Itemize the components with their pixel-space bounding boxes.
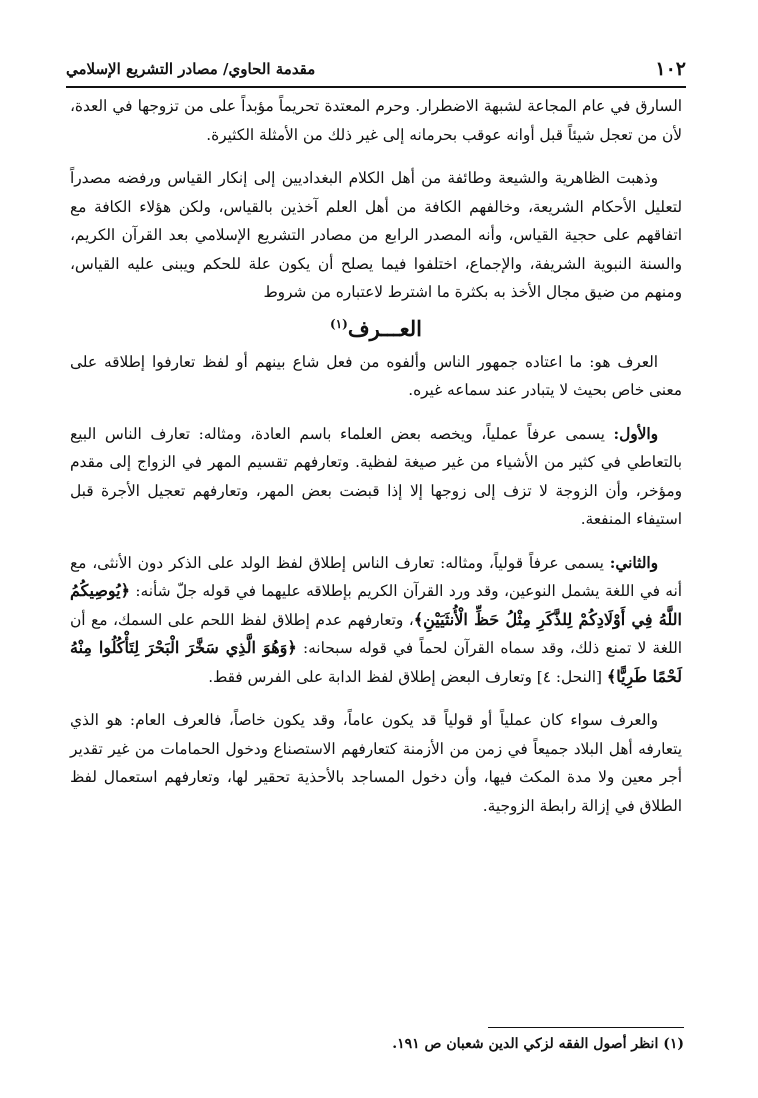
paragraph-verbal-urf [70,549,682,692]
practical-urf-text: يسمى عرفاً عملياً، ويخصه بعض العلماء باسم العادة، ومثاله: تعارف الناس البيع بالتعاطي في كثير من الأشياء من غير صيغة لفظية. وتعارفهم تقسيم المهر في الزواج إلى مقدم ومؤخر، وأن الزوجة لا تزف إلى زوجها إلا إذا قبضت بعض المهر، وتعارفهم تعجيل الأجرة قبل استيفاء المنفعة. [70,424,682,528]
lead-term-second: والثاني: [609,553,658,572]
page-body [70,92,682,820]
paragraph-qiyas-opinions: وذهبت الظاهرية والشيعة وطائفة من أهل الكلام البغداديين إلى إنكار القياس ورفضه مصدراً لتعليل الأحكام الشريعة، وخالفهم الكافة من أهل العلم آخذين بالقياس، ولكن هؤلاء الكافة مع اتفاقهم على حجية القياس، وأنه المصدر الرابع من مصادر التشريع الإسلامي بعد القرآن الكريم، والسنة النبوية الشريفة، والإجماع، اختلفوا فيما يصلح أن يكون علة للحكم ويبنى عليه القياس، ومنهم من ضيق مجال الأخذ به بكثرة ما اشترط لاعتباره من شروط [70,169,682,301]
verbal-urf-text-c: وتعارف البعض إطلاق لفظ الدابة على الفرس فقط. [208,667,537,686]
page-number: ١٠٢ [655,58,686,80]
paragraph-urf-definition: العرف هو: ما اعتاده جمهور الناس وألفوه من فعل شاع بينهم أو لفظ تعارفوا إطلاقه على معنى خاص بحيث لا يتبادر عند سماعه غيره. [70,352,682,399]
verse-reference: [النحل: ٤] [536,667,607,686]
verbal-urf-text-b: ، وتعارفهم عدم إطلاق لفظ اللحم على السمك، مع أن اللغة لا تمنع ذلك، وقد سماه القرآن لحماً في قوله سبحانه: [70,610,682,657]
section-title-urf [70,309,682,344]
lead-term-first: والأول: [613,424,658,443]
verbal-urf-text-a: يسمى عرفاً قولياً، ومثاله: تعارف الناس إطلاق لفظ الولد على الذكر دون الأنثى، مع أنه في اللغة يشمل النوعين، وقد ورد القرآن الكريم بإطلاقه عليهما في قوله جلّ شأنه: [70,553,682,600]
paragraph-general-urf: والعرف سواء كان عملياً أو قولياً قد يكون عاماً، وقد يكون خاصاً، فالعرف العام: هو الذي يتعارفه أهل البلاد جميعاً في زمن من الأزمنة كتعارفهم الاستصناع ودخول الحمامات من غير تقدير أجر معين ولا مدة المكث فيها، وأن دخول المساجد بالأحذية تحقير لها، وتعارفهم استعمال لفظ الطلاق في إزالة رابطة الزوجية. [70,711,682,815]
footnote-divider [488,1027,684,1028]
quran-verse-nisa: ﴿يُوصِيكُمُ اللَّهُ فِي أَوْلَادِكُمْ لِلذَّكَرِ مِثْلُ حَظِّ الْأُنثَيَيْنِ﴾ [70,581,682,629]
footnote-marker: (١) [329,316,348,331]
paragraph-practical-urf [70,420,682,534]
page-header [66,52,686,88]
paragraph-qiyas-examples: السارق في عام المجاعة لشبهة الاضطرار. وحرم المعتدة تحريماً مؤبداً على من تزوجها في العدة، لأن من تعجل شيئاً قبل أوانه عوقب بحرمانه إلى غير ذلك من الأمثلة الكثيرة. [70,97,682,144]
footnote: (١) انظر أصول الفقه لزكي الدين شعبان ص ١٩١. [392,1036,684,1052]
section-title-text: العـــرف [347,315,422,341]
running-title: مقدمة الحاوي/ مصادر التشريع الإسلامي [66,60,316,78]
quran-verse-nahl: ﴿وَهُوَ الَّذِي سَخَّرَ الْبَحْرَ لِتَأْكُلُوا مِنْهُ لَحْمًا طَرِيًّا﴾ [70,638,682,686]
